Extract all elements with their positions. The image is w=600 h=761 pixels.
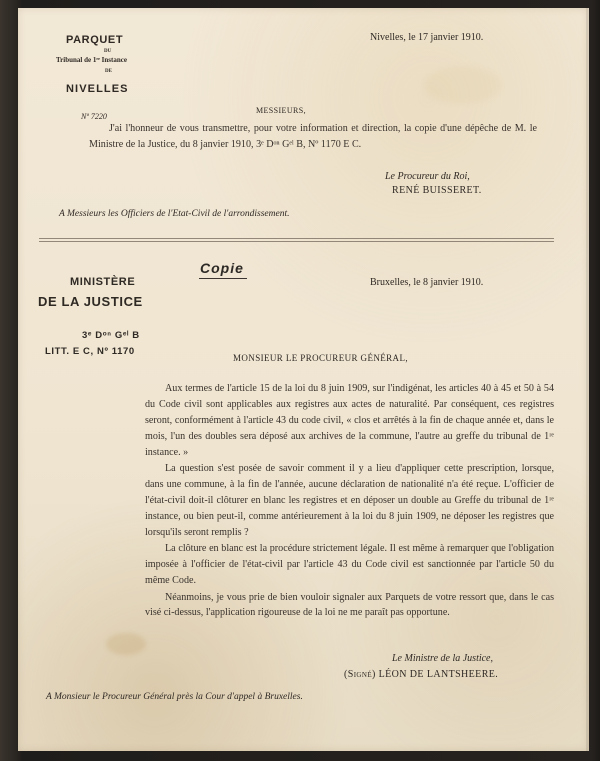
copy-signature-role: Le Ministre de la Justice,	[392, 653, 493, 664]
paper-stain-lower-left	[106, 633, 146, 655]
ministry-line-1: MINISTÈRE	[70, 276, 136, 288]
copy-paragraph-3: La clôture en blanc est la procédure strictement légale. Il est même à remarquer que l'obligation imposée à l'officier de l'état-civil par l'article 43 du Code civil est sanctionnée par l'article 50 du même Code.	[145, 543, 554, 587]
copy-title-underline	[199, 278, 247, 279]
copy-place-date: Bruxelles, le 8 janvier 1910.	[370, 277, 484, 288]
document-page	[18, 8, 589, 751]
copy-title: Copie	[200, 260, 244, 276]
copy-signature-name: (Signé) LÉON DE LANTSHEERE.	[344, 669, 499, 680]
office-title-nivelles: NIVELLES	[66, 83, 129, 95]
paper-edge-shadow	[586, 8, 588, 751]
document-number: Nº 7220	[81, 112, 107, 121]
office-title-de: DE	[105, 69, 112, 74]
copy-address-line: A Monsieur le Procureur Général près la Cour d'appel à Bruxelles.	[46, 692, 303, 702]
office-title-parquet: PARQUET	[66, 34, 124, 46]
separator-line-top	[39, 238, 554, 239]
copy-paragraph-1: Aux termes de l'article 15 de la loi du 8 juin 1909, sur l'indigénat, les articles 40 à 45 et 50 à 54 du Code civil sont applicables aux registres aux actes de naturalité. Par conséquent, ces registres seront, conformément à l'article 43 du code civil, « clos et arrêtés à la fin de chaque année et, dans le mois, l'un des doubles sera déposé aux archives de la commune, l'autre au greffe du tribunal de 1ʳᵉ instance. »	[145, 383, 554, 458]
top-place-date: Nivelles, le 17 janvier 1910.	[370, 32, 484, 43]
top-signature-role: Le Procureur du Roi,	[385, 171, 470, 182]
top-body-paragraph: J'ai l'honneur de vous transmettre, pour votre information et direction, la copie d'une dépêche de M. le Ministre de la Justice, du 8 janvier 1910, 3ᵉ Dᵒⁿ Gᵉˡ B, Nº 1170 E C.	[89, 123, 537, 150]
office-title-court: Tribunal de 1ʳᵉ Instance	[56, 56, 127, 64]
office-title-du: DU	[104, 49, 112, 54]
copy-paragraph-2: La question s'est posée de savoir comment il y a lieu d'appliquer cette prescription, lorsque, dans une commune, à la fin de l'année, aucune déclaration de nationalité n'a été reçue. L'officier de l'état-civil doit-il clôturer en blanc les registres et en déposer un double au Greffe du tribunal de 1ʳᵉ instance, ou bien peut-il, comme antérieurement à la loi du 8 juin 1909, ne déposer les registres que lorsqu'ils seront remplis ?	[145, 463, 554, 538]
top-signature-name: RENÉ BUISSERET.	[392, 185, 482, 196]
top-address-line: A Messieurs les Officiers de l'Etat-Civil de l'arrondissement.	[59, 209, 290, 219]
top-body	[89, 121, 537, 153]
separator-line-bottom	[39, 241, 554, 242]
top-salutation: MESSIEURS,	[256, 106, 307, 115]
ministry-line-2: DE LA JUSTICE	[38, 294, 143, 309]
reference-line-2: LITT. E C, Nº 1170	[45, 346, 135, 357]
copy-salutation: MONSIEUR LE PROCUREUR GÉNÉRAL,	[233, 353, 409, 363]
copy-paragraph-4: Néanmoins, je vous prie de bien vouloir signaler aux Parquets de votre ressort que, dans le cas visé ci-dessus, l'application rigoureuse de la loi ne me paraît pas opportune.	[145, 591, 554, 619]
paper-stain-upper-right	[424, 66, 502, 104]
copy-body	[145, 381, 554, 621]
reference-line-1: 3ᵉ Dᵒⁿ Gᵉˡ B	[82, 330, 140, 341]
